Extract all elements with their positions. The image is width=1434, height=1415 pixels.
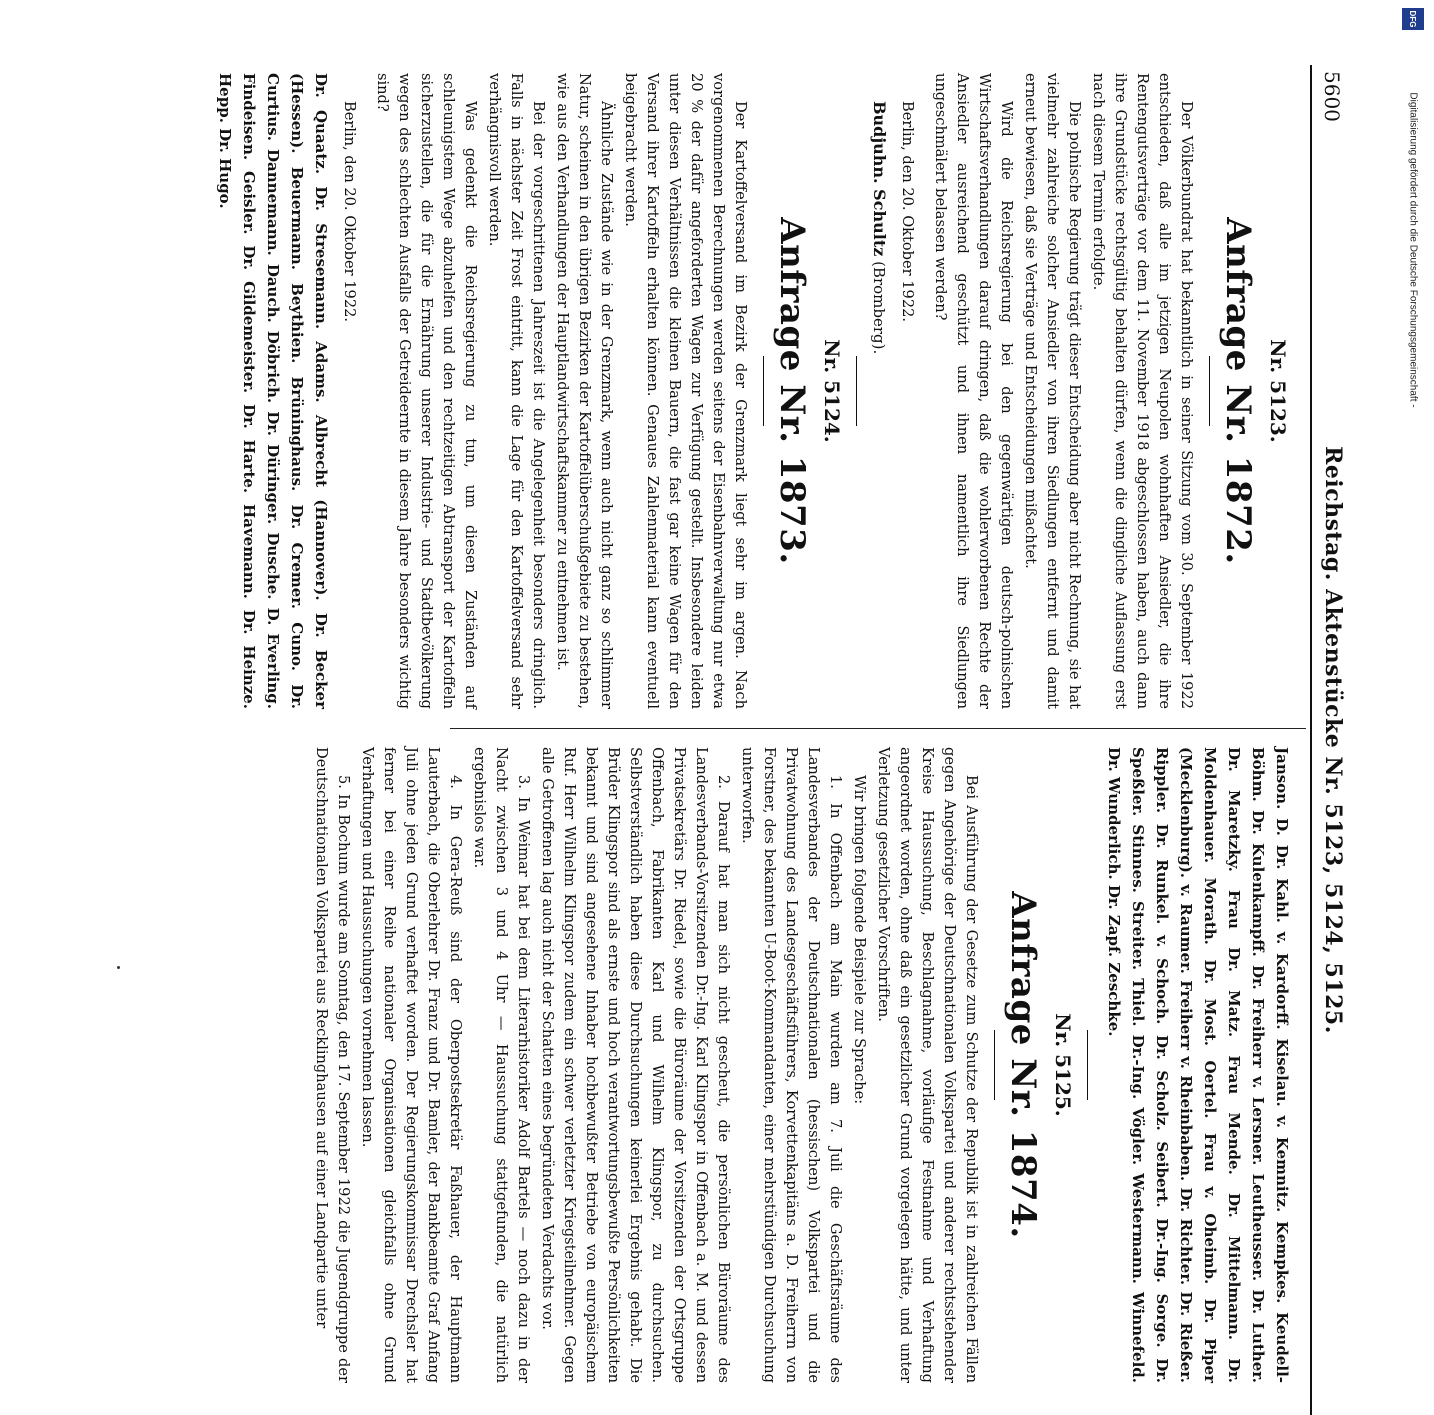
doc-5124-paragraph: Bei der vorgeschrittenen Jahreszeit ist die Angelegenheit besonders dringlich. Falls in nächster Zeit Frost eintritt, kann die Lage für den Kartoffelversand sehr verhängnisvoll werden. xyxy=(486,73,547,709)
right-column xyxy=(313,747,1298,1383)
running-head xyxy=(1310,65,1350,1415)
signatories-continued: Janson. D. Dr. Kahl. v. Kardorff. Kiselau. v. Kemnitz. Kempkes. Keudell-Böhm. Dr. Kulenkampff. Dr. Freiherr v. Lersner. Leutheusser. Dr. Luther. Dr. Maretzky. Frau Dr. Matz. Frau Mende. Dr. Mittelmann. Dr. Moldenhauer. Morath. Dr. Most. Oertel. Frau v. Oheimb. Dr. Piper (Mecklenburg). v. Raumer. Freiherr v. Rheinbaben. Dr. Richter. Dr. Rießer. Rippler. Dr. Runkel. v. Schoch. Dr. Scholz. Seibert. Dr.-Ing. Sorge. Dr. Speßler. Stinnes. Streiter. Thiel. Dr.-Ing. Vögler. Westermann. Winnefeld. Dr. Wunderlich. Dr. Zapf. Zeschke. xyxy=(1105,747,1291,1383)
doc-5125-paragraph: 2. Darauf hat man sich nicht gescheut, die persönlichen Büroräume des Landesverbands-Vorsitzenden Dr.-Ing. Karl Klingspor in Offenbach a. M. und dessen Privatsekretärs Dr. Riedel, sowie die Büroräume der Vorsitzenden der Ortsgruppe Offenbach, Fabrikanten Karl und Wilhelm Klingspor, zu durchsuchen. Selbstverständlich haben diese Durchsuchungen keinerlei Ergebnis gehabt. Die Brüder Klingspor sind als ernste und hoch verantwortungsbewußte Persönlichkeiten bekannt und sind angesehene Inhaber hochbewußter Betriebe von europäischem Ruf. Herr Wilhelm Klingspor zudem ein schwer verletzter Kriegsteilnehmer. Gegen alle Getroffenen lag auch nicht der Schatten eines begründeten Verdachts vor. xyxy=(539,747,732,1383)
doc-5124-date: Berlin, den 20. Oktober 1922. xyxy=(341,101,358,323)
page-number: 5600 xyxy=(1320,71,1344,122)
header-rule xyxy=(1310,65,1312,1415)
separator-line xyxy=(1209,356,1210,426)
separator-line xyxy=(763,356,764,426)
rotated-page xyxy=(0,65,1350,1383)
doc-5124-paragraph: Der Kartoffelversand im Bezirk der Grenzmark liegt sehr im argen. Nach vorgenommenen Berechnungen werden seitens der Eisenbahnverwaltung nur etwa 20 % der dafür angeforderten Wagen zur Verfügung gestellt. Insbesondere leiden unter diesen Verhältnissen die kleinen Bauern, die fast gar keine Wagen für den Versand ihrer Kartoffeln erhalten können. Genaues Zahlenmaterial kann eventuell beigebracht werden. xyxy=(622,73,749,709)
doc-5123-heading: Anfrage Nr. 1872. xyxy=(1218,217,1258,565)
doc-5124-heading: Anfrage Nr. 1873. xyxy=(772,217,812,565)
doc-5125-number: Nr. 5125. xyxy=(1051,1013,1075,1117)
doc-5124-signatories: Dr. Quaatz. Dr. Stresemann. Adams. Albrecht (Hannover). Dr. Becker (Hessen). Beuermann. Beythien. Brüninghaus. Dr. Cremer. Cuno. Dr. Curtius. Dannemann. Dauch. Döbrich. Dr. Düringer. Dusche. D. Everling. Findeisen. Geisler. Dr. Gildemeister. Dr. Harte. Havemann. Dr. Heinze. Hepp. Dr. Hugo. xyxy=(216,73,330,709)
running-head-title: Reichstag. Aktenstücke Nr. 5123, 5124, 5125. xyxy=(1320,446,1346,1034)
separator-line xyxy=(1087,1030,1088,1100)
scan-speck xyxy=(117,966,120,969)
doc-5125-paragraph: 1. In Offenbach am Main wurden am 7. Juli die Geschäftsräume des Landesverbandes der Deutschnationalen (hessischen) Volkspartei und die Privatwohnung des Landesgeschäftsführers, Korvettenkapitäns a. D. Freiherrn von Forstner, des bekannten U-Boot-Kommandanten, einer mehrstündigen Durchsuchung unterworfen. xyxy=(739,747,844,1383)
column-divider xyxy=(450,728,1306,729)
doc-5123-paragraph: Der Völkerbundrat hat bekanntlich in seiner Sitzung vom 30. September 1922 entschieden, daß alle im jetzigen Neupolen wohnhaften Ansiedler, die ihre Rentengutsverträge vor dem 11. November 1918 abgeschlossen haben, auch dann ihre Grundstücke rechtsgültig behalten dürfen, wenn die dingliche Auflassung erst nach diesem Termin erfolgte. xyxy=(1090,73,1195,709)
doc-5124-paragraph: Ähnliche Zustände wie in der Grenzmark, wenn auch nicht ganz so schlimmer Natur, scheinen in den übrigen Bezirken der Kartoffelüberschußgebiete zu bestehen, wie aus den Verhandlungen der Hauptlandwirtschaftskammer zu entnehmen ist. xyxy=(554,73,615,709)
digitization-note xyxy=(1398,0,1428,1000)
separator-line xyxy=(994,1030,995,1100)
signature-names: Budjuhn. Schultz xyxy=(870,101,889,257)
doc-5124-paragraph: Was gedenkt die Reichsregierung zu tun, um diesen Zuständen auf schleunigstem Wege abzuhelfen und den rechtzeitigen Abtransport der Kartoffeln sicherzustellen, die für die Ernährung unserer Industrie- und Stadtbevölkerung wegen des schlechten Ausfalls der Getreideernte in diesem Jahre besonders wichtig sind? xyxy=(374,73,479,709)
signature-place: (Bromberg). xyxy=(870,261,888,355)
doc-5123-date: Berlin, den 20. Oktober 1922. xyxy=(899,101,916,323)
doc-5123-number: Nr. 5123. xyxy=(1266,339,1290,443)
doc-5123-signature xyxy=(867,101,891,709)
doc-5124-number: Nr. 5124. xyxy=(820,339,844,443)
doc-5125-paragraph: 5. In Bochum wurde am Sonntag, den 17. September 1922 die Jugendgruppe der Deutschnationalen Volkspartei aus Recklinghausen auf einer Landpartie unter xyxy=(313,747,352,1383)
left-column xyxy=(216,73,1298,709)
doc-5125-paragraph: 4. In Gera-Reuß sind der Oberpostsekretär Faßhauer, der Hauptmann Lauterbach, die Oberlehrer Dr. Franz und Dr. Bamler, der Bankbeamte Graf Anfang Juli ohne jeden Grund verhaftet worden. Der Regierungskommissar Drechsler hat ferner bei einer Reihe nationaler Organisationen gleichfalls ohne Grund Verhaftungen und Haussuchungen vornehmen lassen. xyxy=(359,747,464,1383)
doc-5125-paragraph: Bei Ausführung der Gesetze zum Schutze der Republik ist in zahlreichen Fällen gegen Angehörige der Deutschnationalen Volkspartei und anderer rechtsstehender Kreise Haussuchung, Beschlagnahme, vorläufige Festnahme und Verhaftung angeordnet worden, ohne daß ein gesetzlicher Grund vorgelegen hätte, und unter Verletzung gesetzlicher Vorschriften. xyxy=(875,747,980,1383)
digitization-note-text: Digitalisierung gefördert durch die Deutsche Forschungsgemeinschaft - xyxy=(1407,92,1419,408)
doc-5125-paragraph: Wir bringen folgende Beispiele zur Sprache: xyxy=(851,775,868,1105)
dfg-logo: DFG xyxy=(1402,8,1424,30)
separator-line xyxy=(856,356,857,426)
doc-5123-paragraph: Die polnische Regierung trägt dieser Entscheidung aber nicht Rechnung, sie hat vielmehr zahlreiche solcher Ansiedler von ihren Siedlungen entfernt und damit erneut bewiesen, daß sie Verträge und Entscheidungen mißachtet. xyxy=(1022,73,1083,709)
doc-5125-paragraph: 3. In Weimar hat bei dem Literarhistoriker Adolf Bartels — noch dazu in der Nacht zwischen 3 und 4 Uhr — Haussuchung stattgefunden, die natürlich ergebnislos war. xyxy=(471,747,532,1383)
doc-5125-heading: Anfrage Nr. 1874. xyxy=(1003,891,1043,1239)
doc-5123-paragraph: Wird die Reichsregierung bei den gegenwärtigen deutsch-polnischen Wirtschaftsverhandlungen darauf dringen, daß die wohlerworbenen Rechte der Ansiedler ausreichend geschützt und ihnen namentlich ihre Siedlungen ungeschmälert belassen werden? xyxy=(932,73,1015,709)
